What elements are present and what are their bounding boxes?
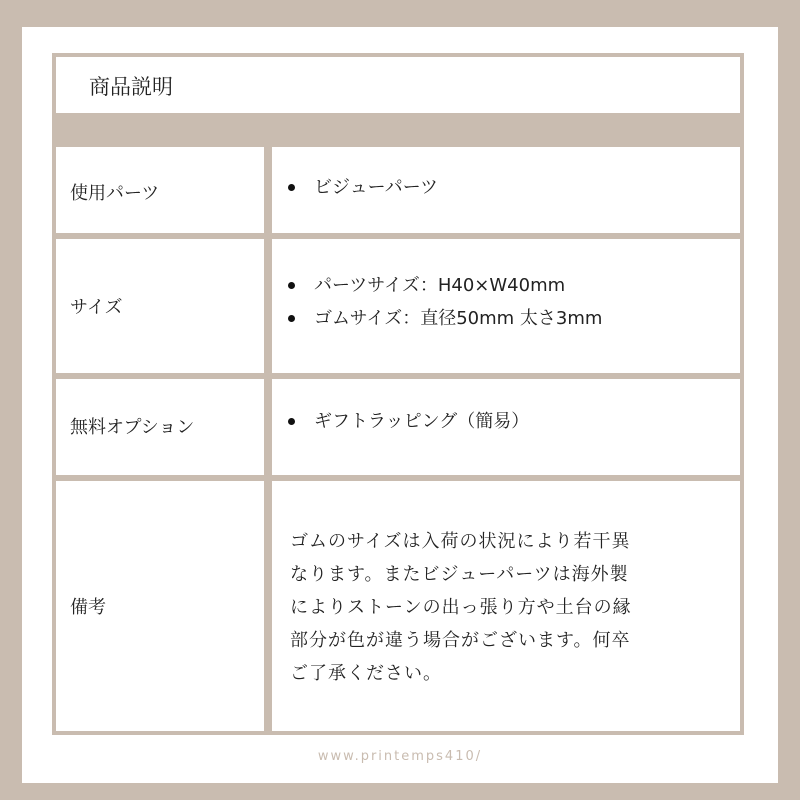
remarks-text xyxy=(290,525,710,690)
label-cell-parts xyxy=(56,147,264,233)
label-remarks: 備考 xyxy=(70,597,106,618)
parts-list xyxy=(284,171,438,204)
list-item: ビジューパーツ xyxy=(284,171,438,204)
bullet-icon xyxy=(288,184,295,191)
remarks-line: ご了承ください。 xyxy=(290,663,442,684)
product-description-card xyxy=(22,27,778,783)
remarks-line: なります。またビジューパーツは海外製 xyxy=(290,564,629,585)
bullet-icon xyxy=(288,282,295,289)
table-title: 商品説明 xyxy=(89,75,173,99)
table-title-cell xyxy=(56,57,740,113)
list-item: ギフトラッピング（簡易） xyxy=(284,405,529,438)
value-cell-parts xyxy=(272,147,740,233)
label-cell-option xyxy=(56,379,264,475)
value-cell-size xyxy=(272,239,740,373)
value-cell-remarks xyxy=(272,481,740,731)
list-item: パーツサイズ：H40×W40mm xyxy=(284,269,602,302)
value-cell-option xyxy=(272,379,740,475)
size-list xyxy=(284,269,602,335)
remarks-line: 部分が色が違う場合がございます。何卒 xyxy=(290,630,631,651)
list-item: ゴムサイズ：直径50mm 太さ3mm xyxy=(284,302,602,335)
bullet-icon xyxy=(288,418,295,425)
bullet-icon xyxy=(288,315,295,322)
remarks-line: によりストーンの出っ張り方や土台の縁 xyxy=(290,597,632,618)
description-table xyxy=(52,53,744,735)
remarks-line: ゴムのサイズは入荷の状況により若干異 xyxy=(290,531,631,552)
label-cell-remarks xyxy=(56,481,264,731)
label-option: 無料オプション xyxy=(70,417,195,438)
label-parts: 使用パーツ xyxy=(70,183,160,204)
label-size: サイズ xyxy=(70,297,123,318)
label-cell-size xyxy=(56,239,264,373)
option-list xyxy=(284,405,529,438)
footer-url: www.printemps410/ xyxy=(317,749,483,764)
